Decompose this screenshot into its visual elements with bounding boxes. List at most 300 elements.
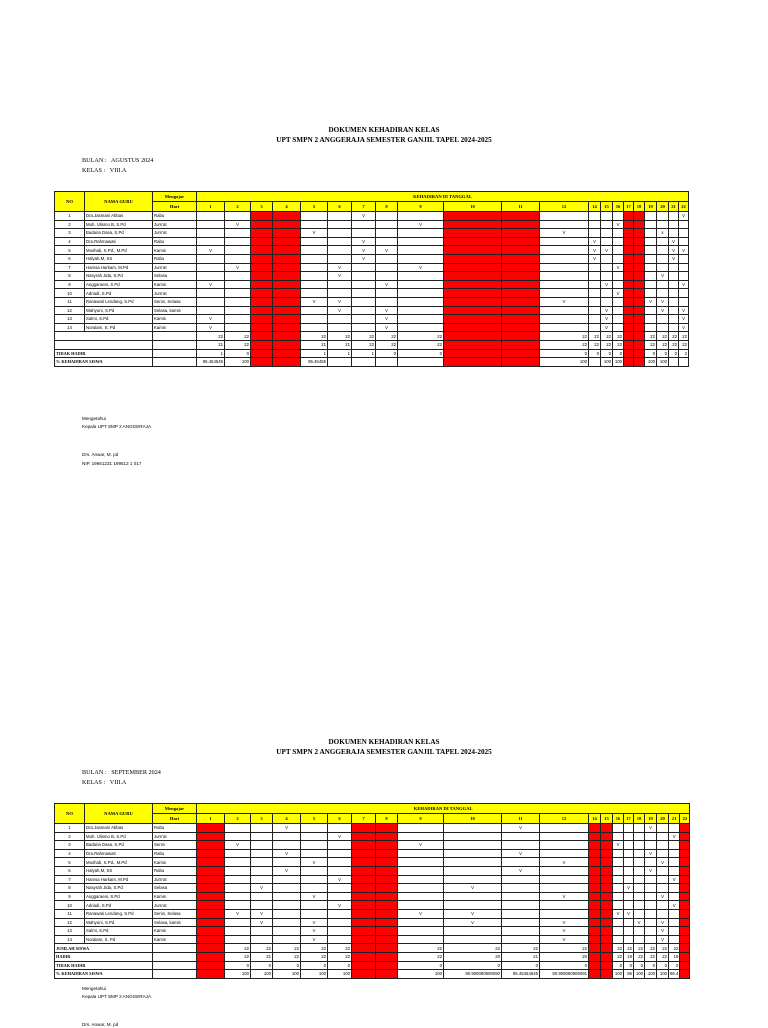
attendance-cell [624,875,634,884]
summary-value: 1 [197,349,225,358]
attendance-mark: V [657,892,669,901]
attendance-cell [398,918,444,927]
summary-value: 22 [589,332,601,341]
attendance-cell [645,246,657,255]
summary-value: 22 [352,340,376,349]
attendance-cell [669,220,679,229]
summary-label: TIDAK HADIR [55,349,153,358]
attendance-cell [601,866,613,875]
summary-value [589,970,601,979]
table-row [55,849,690,858]
attendance-cell [376,901,398,910]
attendance-cell [613,927,624,936]
attendance-cell [197,237,225,246]
attendance-cell [540,884,589,893]
attendance-cell [376,254,398,263]
attendance-mark: V [679,212,689,221]
attendance-cell [634,315,645,324]
summary-value: 95.45455 [301,358,328,367]
attendance-cell [328,323,352,332]
teaching-day: Selasa, kamis [153,918,197,927]
summary-value: 22 [601,340,613,349]
attendance-cell [634,280,645,289]
summary-value: 22 [328,952,352,961]
table-row [55,884,690,893]
attendance-mark: V [645,849,657,858]
attendance-cell [669,858,680,867]
attendance-cell [398,246,444,255]
attendance-cell [645,927,657,936]
signature-nip: NIP. 19661231 199512 1 017 [82,461,142,466]
summary-row [55,340,689,349]
summary-value [376,358,398,367]
attendance-cell [589,220,601,229]
summary-value [589,358,601,367]
attendance-cell [645,832,657,841]
attendance-cell [251,229,273,238]
attendance-cell [273,306,301,315]
attendance-cell [634,212,645,221]
header-date: 20 [657,814,669,824]
summary-value: 100 [657,970,669,979]
summary-value: 0 [540,961,589,970]
teacher-name: Nasyrah Jida, S.Pd [85,884,153,893]
row-number: 14 [55,323,85,332]
header-no: NO [55,192,85,212]
teaching-day: Kamis [153,246,197,255]
teacher-name: Dra.Rahmawati [85,849,153,858]
attendance-mark: V [301,918,328,927]
attendance-cell [398,272,444,281]
row-number: 9 [55,892,85,901]
attendance-cell [328,229,352,238]
table-row [55,212,689,221]
attendance-cell [301,832,328,841]
attendance-cell [634,306,645,315]
attendance-cell [251,892,273,901]
header-date: 16 [613,202,624,212]
attendance-cell [398,254,444,263]
summary-value: 22 [601,332,613,341]
teaching-day: Jum'at [153,901,197,910]
attendance-cell [398,280,444,289]
signature-acknowledged: Mengetahui [82,416,107,421]
summary-value: 22 [398,944,444,953]
attendance-cell [352,892,376,901]
summary-value: 22 [398,952,444,961]
attendance-cell [634,246,645,255]
header-kehadiran: KEHADIRAN DI TANGGAL [197,192,689,202]
summary-value: 22 [624,944,634,953]
attendance-cell [444,323,502,332]
attendance-cell [634,892,645,901]
header-date: 15 [601,814,613,824]
attendance-cell [601,858,613,867]
summary-value: 0 [645,961,657,970]
teaching-day: Rabu [153,849,197,858]
attendance-cell [398,849,444,858]
attendance-cell [624,323,634,332]
attendance-mark: V [225,220,251,229]
attendance-cell [669,909,680,918]
summary-spacer [153,332,197,341]
attendance-cell [679,254,689,263]
attendance-cell [352,272,376,281]
attendance-cell [657,901,669,910]
document-subtitle: UPT SMPN 2 ANGGERAJA SEMESTER GANJIL TAPEL 2024-2025 [276,748,492,756]
attendance-mark: V [328,832,352,841]
attendance-cell [624,824,634,833]
teacher-name: Adriadi, S.Pd [85,901,153,910]
attendance-cell [589,263,601,272]
summary-value: 100 [613,970,624,979]
attendance-mark: V [601,323,613,332]
attendance-cell [197,229,225,238]
summary-value [273,340,301,349]
header-date: 9 [398,202,444,212]
summary-value [444,358,502,367]
summary-label: JUMLAH SISWA [55,944,153,953]
summary-value: 19 [624,952,634,961]
attendance-cell [376,927,398,936]
attendance-cell [251,297,273,306]
summary-value [502,332,540,341]
attendance-mark: V [669,901,680,910]
attendance-cell [251,237,273,246]
attendance-cell [444,315,502,324]
attendance-cell [601,254,613,263]
teaching-day: Selasa [153,272,197,281]
header-date: 1 [197,814,225,824]
header-date: 14 [589,202,601,212]
attendance-cell [624,254,634,263]
attendance-mark: V [301,892,328,901]
attendance-cell [398,866,444,875]
teaching-day: Jum'at [153,832,197,841]
summary-value: 0 [645,349,657,358]
teacher-name: Halyah,M, SS [85,866,153,875]
attendance-cell [540,263,589,272]
attendance-cell [669,824,680,833]
attendance-cell [624,220,634,229]
attendance-cell [444,280,502,289]
attendance-cell [376,212,398,221]
attendance-cell [251,280,273,289]
summary-value: 22 [645,332,657,341]
summary-value: 100 [613,358,624,367]
attendance-mark: V [301,297,328,306]
attendance-cell [624,927,634,936]
attendance-cell [301,841,328,850]
attendance-cell [645,323,657,332]
summary-value: 0 [589,349,601,358]
attendance-cell [273,297,301,306]
attendance-cell [444,866,502,875]
summary-value [589,944,601,953]
attendance-cell [328,927,352,936]
attendance-cell [251,849,273,858]
attendance-cell [273,323,301,332]
attendance-cell [444,254,502,263]
attendance-cell [273,212,301,221]
attendance-cell [589,306,601,315]
document-title: DOKUMEN KEHADIRAN KELAS [328,738,440,746]
attendance-cell [301,875,328,884]
header-hari: Hari [153,202,197,212]
signature-acknowledged: Mengetahui [82,986,107,991]
summary-row [55,358,689,367]
attendance-cell [634,849,645,858]
summary-value: 100 [398,970,444,979]
summary-value: 19 [669,952,680,961]
attendance-mark: V [624,909,634,918]
summary-value [680,970,690,979]
attendance-cell [328,824,352,833]
attendance-cell [589,323,601,332]
attendance-cell [679,297,689,306]
attendance-cell [301,824,328,833]
header-date: 22 [680,814,690,824]
attendance-mark: V [398,909,444,918]
table-row [55,254,689,263]
header-date: 20 [657,202,669,212]
attendance-cell [328,935,352,944]
row-number: 12 [55,306,85,315]
attendance-cell [301,212,328,221]
row-number: 2 [55,220,85,229]
attendance-cell [225,289,251,298]
summary-value: 0 [669,349,679,358]
attendance-cell [680,935,690,944]
summary-value [398,358,444,367]
attendance-cell [251,306,273,315]
attendance-cell [680,901,690,910]
attendance-mark: V [328,263,352,272]
summary-value: 0 [613,349,624,358]
attendance-cell [624,315,634,324]
row-number: 13 [55,927,85,936]
teaching-day: Senin, Selasa [153,909,197,918]
teacher-name: Anggaraeni, S.Pd [85,892,153,901]
attendance-cell [645,892,657,901]
attendance-cell [589,866,601,875]
summary-value: 22 [634,952,645,961]
attendance-cell [273,927,301,936]
summary-value: 0 [398,349,444,358]
attendance-cell [634,237,645,246]
summary-value: 1 [301,349,328,358]
attendance-cell [613,866,624,875]
summary-value: 0 [657,349,669,358]
teaching-day: Kamis [153,323,197,332]
table-row [55,824,690,833]
summary-value: 0 [398,961,444,970]
summary-value [352,944,376,953]
summary-value: 0 [328,961,352,970]
attendance-cell [328,841,352,850]
table-row [55,892,690,901]
summary-value [680,961,690,970]
attendance-cell [657,832,669,841]
attendance-cell [502,246,540,255]
summary-value: 22 [225,944,251,953]
attendance-cell [589,841,601,850]
attendance-mark: V [352,254,376,263]
attendance-cell [657,289,669,298]
attendance-cell [657,246,669,255]
summary-spacer [153,952,197,961]
attendance-cell [398,229,444,238]
attendance-cell [613,858,624,867]
teaching-day: Rabu [153,212,197,221]
attendance-cell [669,263,679,272]
attendance-cell [601,212,613,221]
attendance-cell [589,212,601,221]
signature-name: Drs. Anwar, M. pd [82,1022,119,1027]
summary-spacer [153,970,197,979]
summary-value: 0 [251,961,273,970]
attendance-cell [376,935,398,944]
attendance-cell [197,858,225,867]
attendance-table [54,191,689,367]
header-date: 19 [645,202,657,212]
attendance-mark: V [657,918,669,927]
attendance-cell [273,909,301,918]
summary-value [197,944,225,953]
attendance-mark: V [589,246,601,255]
attendance-cell [657,254,669,263]
attendance-cell [645,858,657,867]
attendance-cell [613,237,624,246]
teaching-day: Rabu [153,237,197,246]
attendance-cell [680,918,690,927]
attendance-cell [634,841,645,850]
summary-value: 0 [225,349,251,358]
attendance-cell [301,306,328,315]
header-date: 3 [251,814,273,824]
attendance-cell [225,875,251,884]
attendance-mark: V [376,280,398,289]
attendance-cell [624,901,634,910]
attendance-cell [273,884,301,893]
header-hari: Hari [153,814,197,824]
attendance-cell [328,280,352,289]
attendance-cell [376,237,398,246]
attendance-cell [613,323,624,332]
signature-role: Kepala UPT SMP 2 ANGGERAJA [82,424,152,429]
summary-value: 95.45454545 [502,970,540,979]
teaching-day: Kamis [153,280,197,289]
summary-value: 100 [328,970,352,979]
summary-value [376,970,398,979]
attendance-mark: V [601,280,613,289]
summary-value [680,944,690,953]
attendance-mark: V [398,263,444,272]
header-date: 19 [645,814,657,824]
summary-row [55,961,690,970]
row-number: 9 [55,280,85,289]
table-row [55,297,689,306]
summary-value [502,358,540,367]
attendance-cell [444,935,502,944]
signature-name: Drs. Anwar, M. pd [82,452,119,457]
attendance-cell [225,323,251,332]
attendance-cell [645,280,657,289]
attendance-cell [301,254,328,263]
attendance-cell [251,832,273,841]
summary-value: 0 [601,349,613,358]
summary-value: 21 [197,340,225,349]
attendance-cell [645,875,657,884]
attendance-cell [273,280,301,289]
row-number: 7 [55,263,85,272]
attendance-cell [352,841,376,850]
summary-value [352,961,376,970]
summary-value [624,358,634,367]
attendance-cell [376,289,398,298]
summary-value: 20 [444,952,502,961]
attendance-cell [624,246,634,255]
summary-value: 22 [669,944,680,953]
attendance-cell [657,824,669,833]
attendance-cell [624,237,634,246]
table-row [55,875,690,884]
header-date: 11 [502,202,540,212]
attendance-cell [634,858,645,867]
header-date: 21 [669,202,679,212]
class-label: KELAS : VIII.A [82,779,127,786]
attendance-cell [398,927,444,936]
attendance-cell [502,901,540,910]
attendance-cell [197,909,225,918]
attendance-cell [251,858,273,867]
attendance-cell [679,220,689,229]
attendance-cell [197,849,225,858]
summary-value [680,952,690,961]
attendance-cell [634,866,645,875]
attendance-mark: V [540,935,589,944]
teacher-name: Dra.Jasmani Abbas [85,824,153,833]
attendance-cell [197,884,225,893]
attendance-cell [502,884,540,893]
attendance-cell [225,832,251,841]
attendance-mark: V [398,220,444,229]
summary-value [589,961,601,970]
summary-value [624,332,634,341]
attendance-mark: V [645,866,657,875]
attendance-cell [376,909,398,918]
summary-value: 22 [613,952,624,961]
attendance-mark: V [540,229,589,238]
attendance-cell [251,841,273,850]
table-row [55,918,690,927]
attendance-cell [376,832,398,841]
table-row [55,246,689,255]
attendance-cell [680,884,690,893]
summary-value: 1 [352,349,376,358]
attendance-mark: V [657,297,669,306]
row-number: 5 [55,858,85,867]
attendance-mark: V [669,254,679,263]
attendance-cell [352,884,376,893]
summary-value: 22 [540,340,589,349]
attendance-cell [376,918,398,927]
teaching-day: Selasa [153,884,197,893]
summary-value: 22 [251,944,273,953]
summary-value: 22 [679,332,689,341]
attendance-mark: V [444,918,502,927]
attendance-mark: V [657,927,669,936]
